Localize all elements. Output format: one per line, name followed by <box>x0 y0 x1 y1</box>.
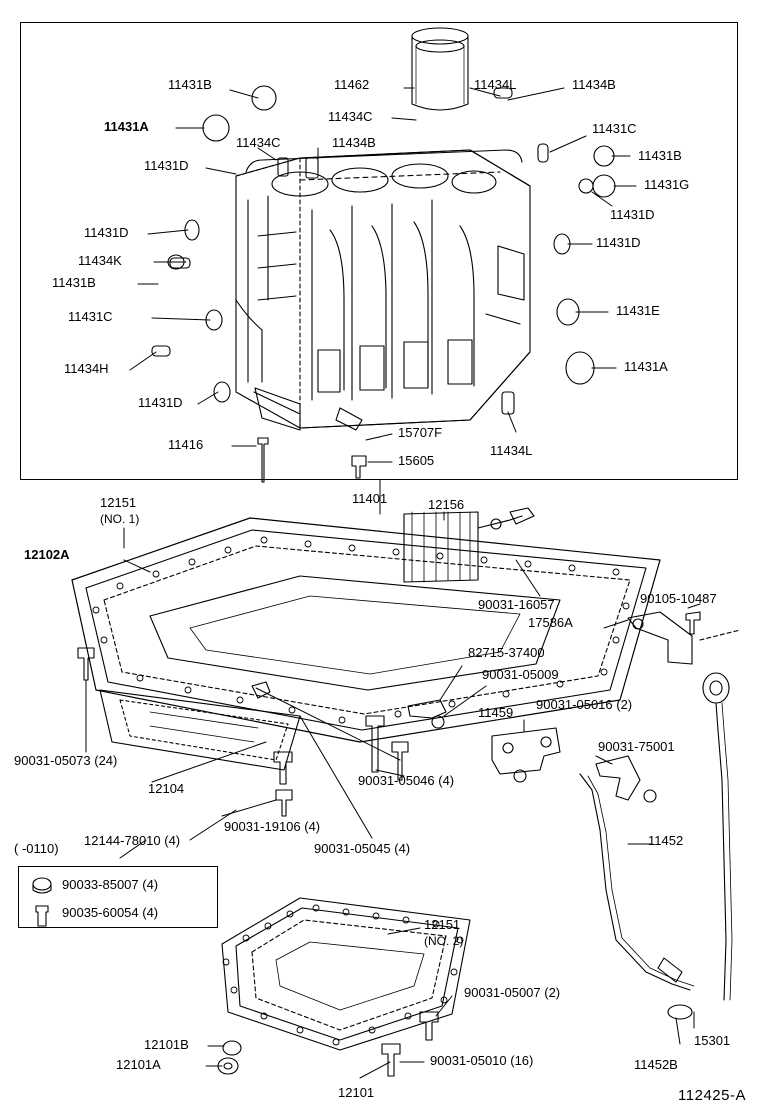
callout-11431B-left2: 11431B <box>52 275 96 290</box>
diagram-footer-code: 112425-A <box>678 1087 746 1104</box>
callout-11431D-a: 11431D <box>144 158 189 173</box>
callout-11431E: 11431E <box>616 303 660 318</box>
callout-11452: 11452 <box>648 833 684 848</box>
callout-11431B-top: 11431B <box>168 77 212 92</box>
callout-11434L-b: 11434L <box>490 443 533 458</box>
callout-11431G: 11431G <box>644 177 690 192</box>
callout-12101A: 12101A <box>116 1057 161 1072</box>
callout-11459: 11459 <box>478 705 514 720</box>
callout-11434C-b: 11434C <box>328 109 373 124</box>
callout-15301: 15301 <box>694 1033 731 1048</box>
callout-90105-10487: 90105-10487 <box>640 591 717 606</box>
callout-12144-78010: 12144-78010 (4) <box>84 833 181 848</box>
callout-12151-no1: 12151 <box>100 495 137 510</box>
callout-12151-no2: 12151 <box>424 917 461 932</box>
callout-90031-05046: 90031-05046 (4) <box>358 773 455 788</box>
callout-12101: 12101 <box>338 1085 375 1100</box>
callout-90031-05009: 90031-05009 <box>482 667 559 682</box>
callout-11431B-right: 11431B <box>638 148 682 163</box>
callout-11431D-d: 11431D <box>84 225 129 240</box>
callout-11431C-left: 11431C <box>68 309 113 324</box>
callout-90031-05016: 90031-05016 (2) <box>536 697 633 712</box>
callout-11462: 11462 <box>334 77 370 92</box>
callout-11416: 11416 <box>168 437 204 452</box>
callout-12102A: 12102A <box>24 547 70 562</box>
callout-11431A-right: 11431A <box>624 359 668 374</box>
callout-11434L-a: 11434L <box>474 77 517 92</box>
legend-date-range: ( -0110) <box>14 841 59 856</box>
callout-90031-19106: 90031-19106 (4) <box>224 819 321 834</box>
callout-12156: 12156 <box>428 497 465 512</box>
oil-pan-no1 <box>72 518 660 770</box>
callout-15605: 15605 <box>398 453 435 468</box>
callout-11434B-a: 11434B <box>332 135 376 150</box>
callout-12151-no2-sub: (NO. 2) <box>424 934 464 948</box>
callout-11431D-b: 11431D <box>610 207 655 222</box>
callout-11431C-a: 11431C <box>592 121 637 136</box>
callout-15707F: 15707F <box>398 425 443 440</box>
callout-11434H: 11434H <box>64 361 109 376</box>
callout-11434C-a: 11434C <box>236 135 281 150</box>
callout-90031-75001: 90031-75001 <box>598 739 675 754</box>
callout-82715-37400: 82715-37400 <box>468 645 545 660</box>
callout-12104: 12104 <box>148 781 185 796</box>
callout-11452B: 11452B <box>634 1057 678 1072</box>
callout-12151-no1-sub: (NO. 1) <box>100 512 140 526</box>
callout-11431D-c: 11431D <box>596 235 641 250</box>
callout-11434K: 11434K <box>78 253 122 268</box>
callout-90031-05010: 90031-05010 (16) <box>430 1053 534 1068</box>
callout-11434B-b: 11434B <box>572 77 616 92</box>
callout-11431D-e: 11431D <box>138 395 183 410</box>
callout-12101B: 12101B <box>144 1037 189 1052</box>
cylinder-block-panel-frame <box>20 22 738 480</box>
callout-90031-05045: 90031-05045 (4) <box>314 841 411 856</box>
callout-11401: 11401 <box>352 491 388 506</box>
callout-90031-16057: 90031-16057 <box>478 597 555 612</box>
callout-17586A: 17586A <box>528 615 573 630</box>
legend-item-90033-85007: 90033-85007 (4) <box>62 877 159 892</box>
callout-11431A-left: 11431A <box>104 119 149 134</box>
callout-90031-05073: 90031-05073 (24) <box>14 753 118 768</box>
engine-bracket <box>628 612 740 664</box>
callout-90031-05007: 90031-05007 (2) <box>464 985 561 1000</box>
legend-item-90035-60054: 90035-60054 (4) <box>62 905 159 920</box>
